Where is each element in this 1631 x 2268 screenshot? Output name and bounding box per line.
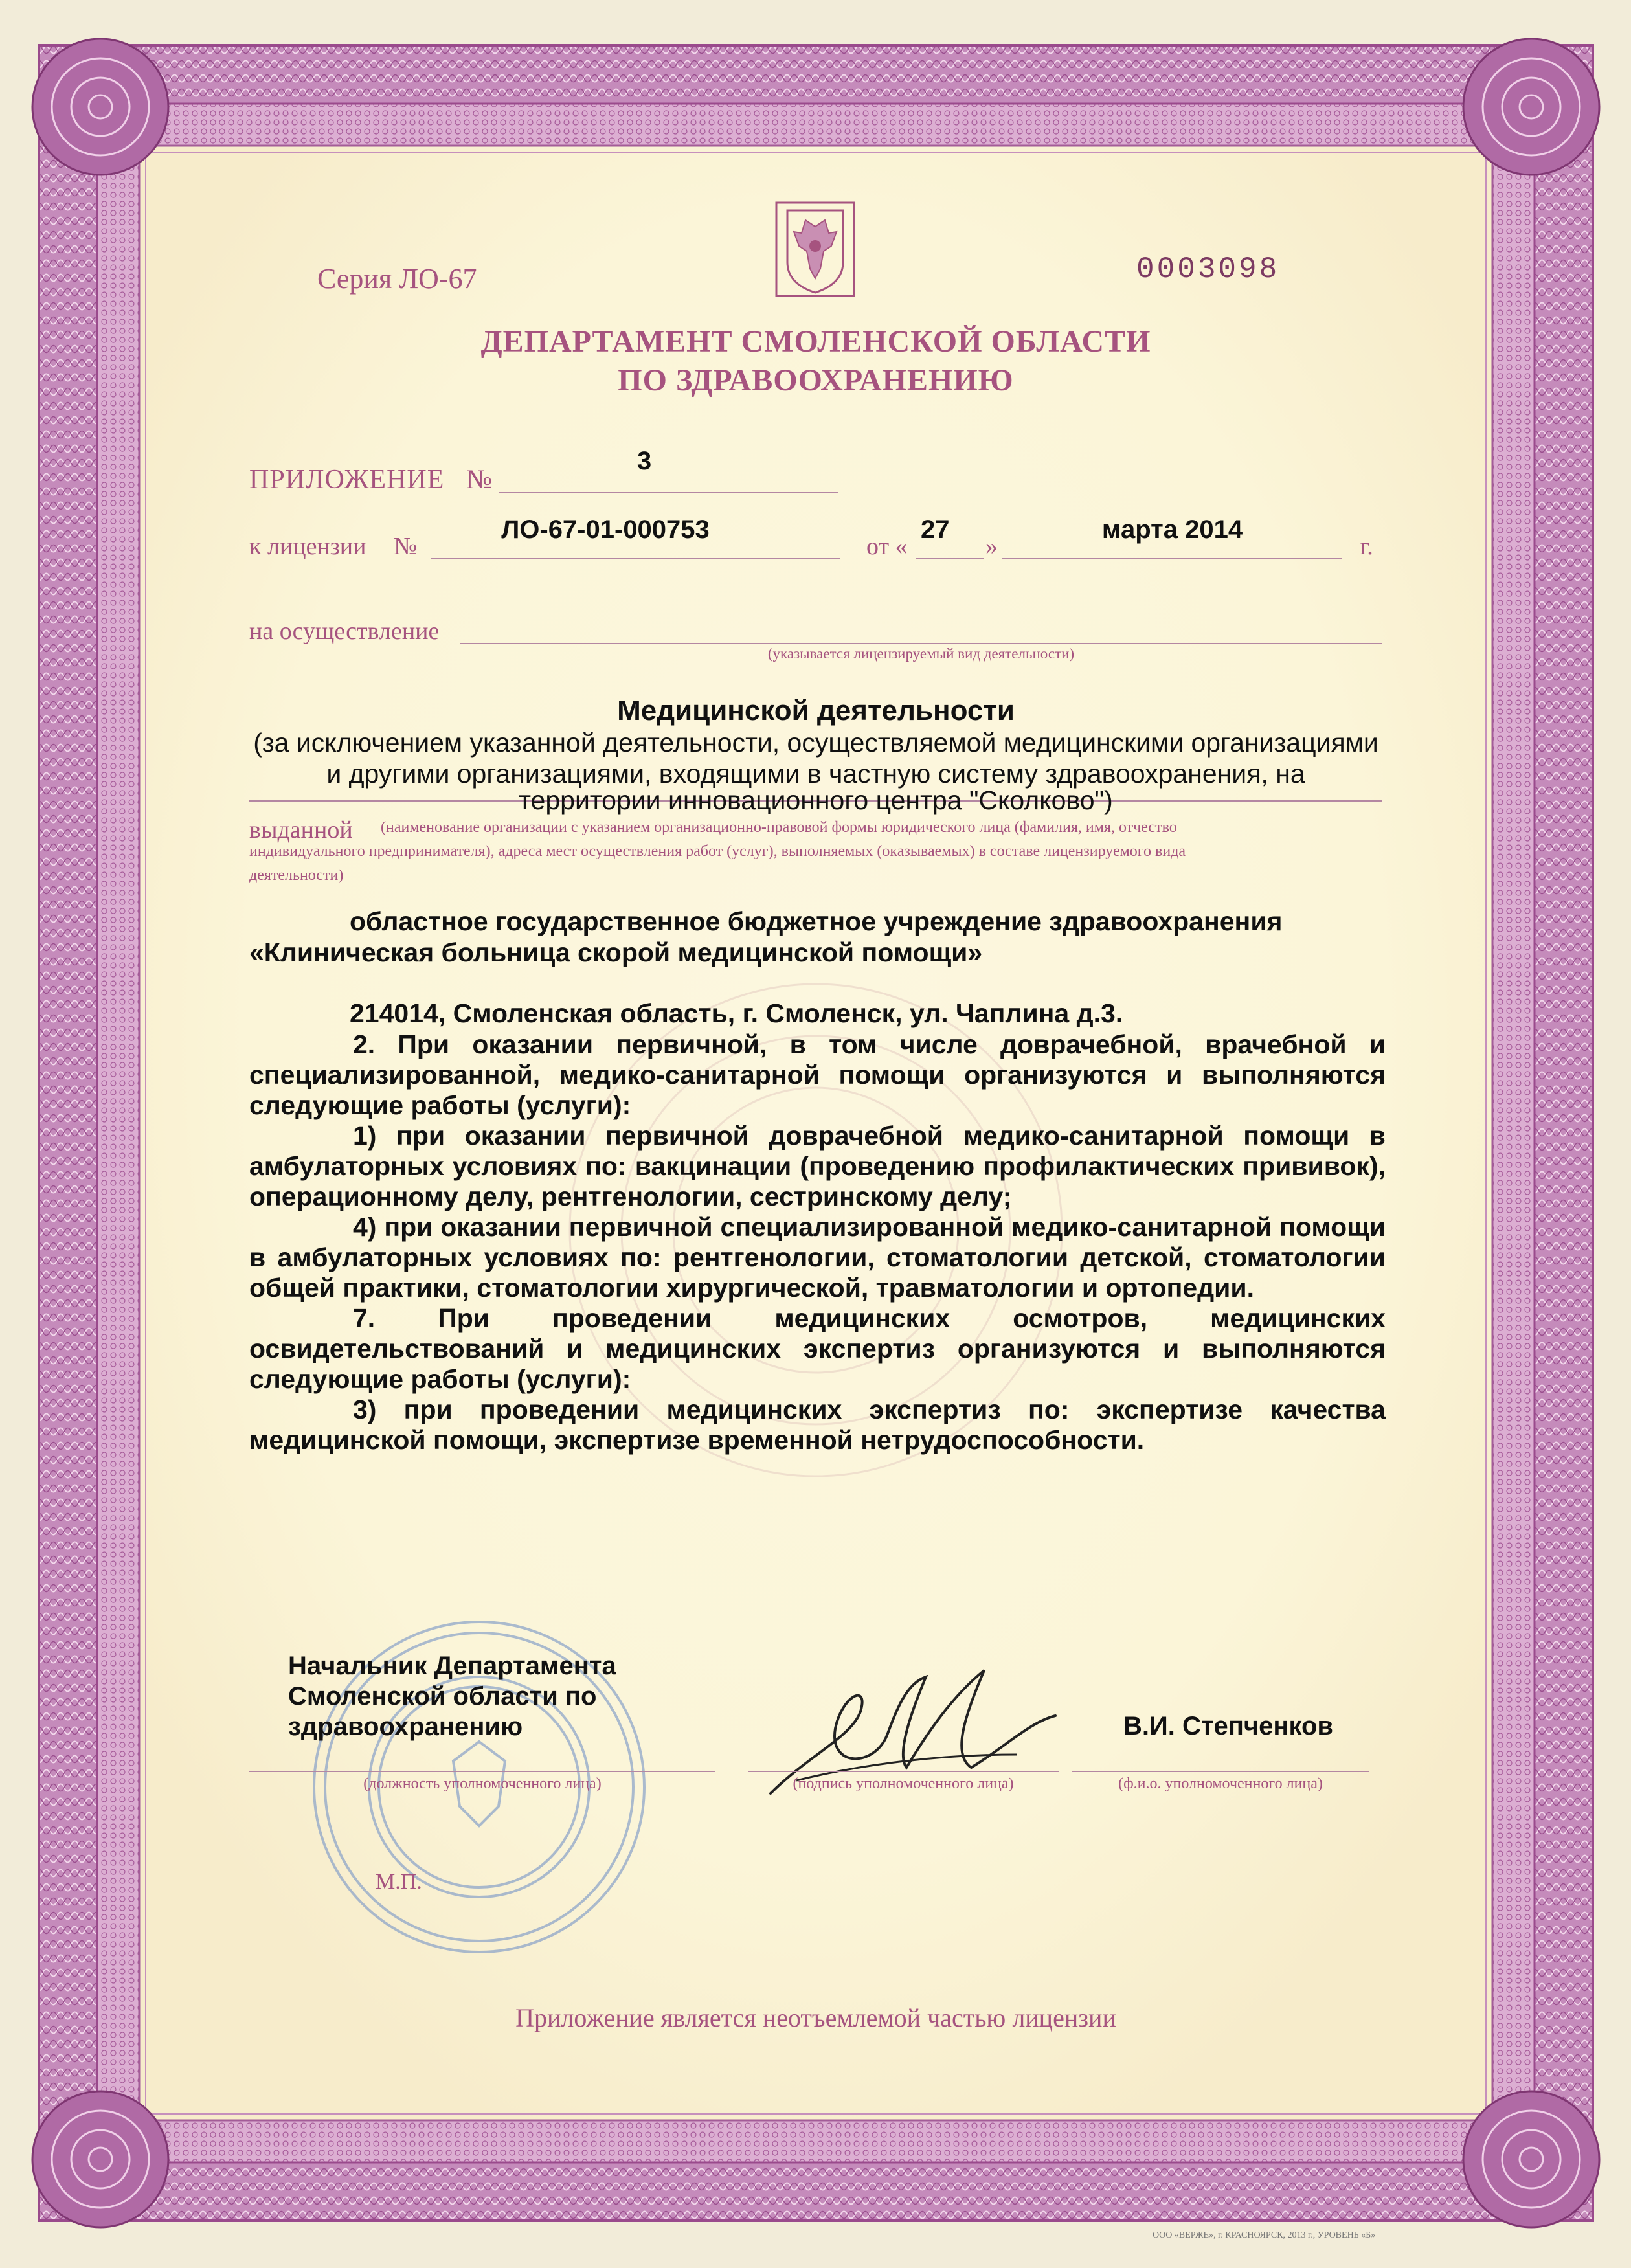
- appendix-label: ПРИЛОЖЕНИЕ: [249, 465, 445, 495]
- hint-signature: (подпись уполномоченного лица): [793, 1775, 1014, 1792]
- organization-name-line2: «Клиническая больница скорой медицинской помощи»: [249, 938, 983, 967]
- printer-imprint: ООО «ВЕРЖЕ», г. КРАСНОЯРСК, 2013 г., УРОВЕНЬ «Б»: [1153, 2230, 1376, 2240]
- signature-line: [748, 1771, 1059, 1772]
- activity-title: Медицинской деятельности: [617, 695, 1015, 726]
- issued-hint-line2: индивидуального предпринимателя), адреса мест осуществления работ (услуг), выполняемых (оказываемых) в составе лицензируемого вида: [249, 843, 1186, 860]
- license-number: ЛО-67-01-000753: [501, 515, 710, 544]
- appendix-number-sign: №: [466, 465, 493, 495]
- activity-details-line3: территории инновационного центра "Сколково"): [519, 785, 1113, 815]
- license-year-suffix: г.: [1360, 533, 1373, 560]
- license-day: 27: [921, 515, 950, 544]
- form-number: 0003098: [1136, 253, 1280, 286]
- footer-note: Приложение является неотъемлемой частью лицензии: [515, 2003, 1116, 2032]
- department-title-line1: ДЕПАРТАМЕНТ СМОЛЕНСКОЙ ОБЛАСТИ: [480, 324, 1151, 359]
- license-day-close: »: [985, 533, 998, 560]
- signatory-position-line1: Начальник Департамента: [288, 1652, 616, 1680]
- department-title-line2: ПО ЗДРАВООХРАНЕНИЮ: [618, 363, 1014, 398]
- hint-name: (ф.и.о. уполномоченного лица): [1118, 1775, 1323, 1792]
- issued-hint-line1: (наименование организации с указанием организационно-правовой формы юридического лица (фамилия, имя, отчество: [381, 819, 1177, 836]
- signatory-name: В.И. Степченков: [1123, 1712, 1334, 1740]
- license-day-line: [916, 558, 984, 559]
- organization-address: 214014, Смоленская область, г. Смоленск, ул. Чаплина д.3.: [350, 998, 1123, 1028]
- name-line: [1072, 1771, 1369, 1772]
- activity-details-line2: и другими организациями, входящими в частную систему здравоохранения, на: [326, 759, 1305, 789]
- position-line: [249, 1771, 715, 1772]
- stamp-place-label: М.П.: [376, 1870, 422, 1894]
- paragraph-2-item-4: 4) при оказании первичной специализированной медико-санитарной помощи в амбулаторных условиях по: рентгенологии, стоматологии детской, стоматологии общей практики, стоматологии хирургической, травматологии и ортопедии.: [249, 1212, 1386, 1303]
- activity-hint: (указывается лицензируемый вид деятельности): [767, 646, 1075, 662]
- series-label: Серия ЛО-67: [317, 263, 477, 295]
- signatory-position-line2: Смоленской области по: [288, 1682, 597, 1711]
- paragraph-7: 7. При проведении медицинских осмотров, медицинских освидетельствований и медицинских экспертиз организуются и выполняются следующие работы (услуги):: [249, 1303, 1386, 1394]
- license-date-from-label: от «: [866, 533, 908, 560]
- activity-details-line1: (за исключением указанной деятельности, осуществляемой медицинскими организациями: [253, 728, 1378, 758]
- paragraph-2-item-1: 1) при оказании первичной доврачебной медико-санитарной помощи в амбулаторных условиях по: вакцинации (проведению профилактических прививок), операционному делу, рентгенологии, сестринскому делу;: [249, 1121, 1386, 1211]
- appendix-number-line: [499, 492, 838, 493]
- paragraph-7-item-3: 3) при проведении медицинских экспертиз по: экспертизе качества медицинской помощи, экспертизе временной нетрудоспособности.: [249, 1395, 1386, 1455]
- activity-line: [460, 643, 1382, 644]
- license-label: к лицензии: [249, 533, 366, 560]
- appendix-number: 3: [636, 447, 652, 475]
- organization-name-line1: областное государственное бюджетное учреждение здравоохранения: [350, 906, 1283, 936]
- license-number-sign: №: [394, 533, 418, 560]
- hint-position: (должность уполномоченного лица): [363, 1775, 602, 1792]
- activity-label: на осуществление: [249, 618, 440, 645]
- coat-of-arms-icon: [774, 201, 856, 298]
- issued-hint-line3: деятельности): [249, 867, 344, 884]
- issued-label: выданной: [249, 816, 353, 844]
- paragraph-2: 2. При оказании первичной, в том числе доврачебной, врачебной и специализированной, медико-санитарной помощи организуются и выполняются следующие работы (услуги):: [249, 1029, 1386, 1120]
- license-month-year: марта 2014: [1101, 515, 1243, 544]
- license-month-line: [1002, 558, 1342, 559]
- signatory-position-line3: здравоохранению: [288, 1712, 523, 1741]
- license-number-line: [431, 558, 840, 559]
